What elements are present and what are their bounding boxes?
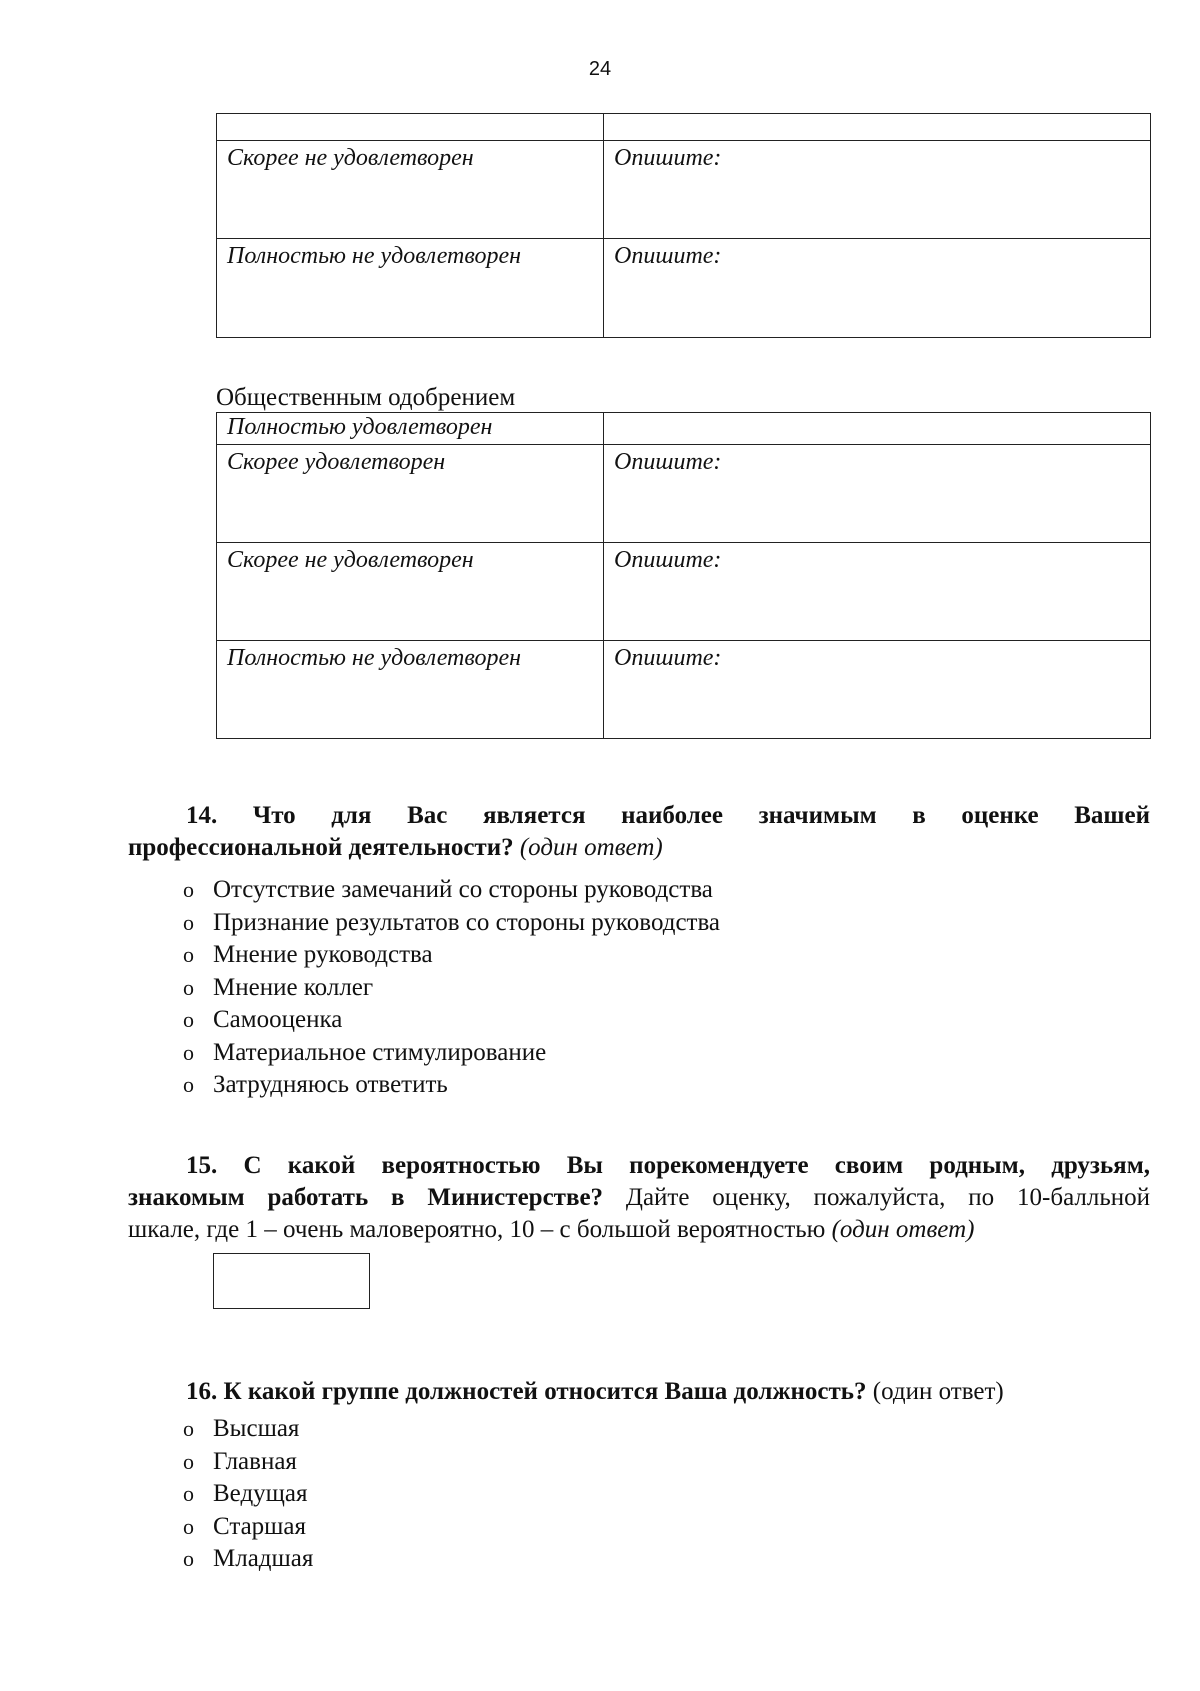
rating-cell: Полностью не удовлетворен	[217, 239, 604, 338]
radio-bullet-icon[interactable]: o	[183, 1072, 194, 1097]
page-number: 24	[588, 58, 612, 80]
option-label: Главная	[213, 1447, 297, 1475]
option-item[interactable]	[183, 1004, 720, 1037]
option-label: Младшая	[213, 1545, 314, 1572]
rating-cell: Скорее удовлетворен	[217, 445, 604, 543]
option-item[interactable]	[183, 1069, 720, 1102]
instruction-text: Дайте оценку, пожалуйста, по 10-балльной	[625, 1184, 1150, 1211]
table-row	[217, 445, 1151, 543]
option-label: Высшая	[213, 1415, 300, 1442]
question-text: профессиональной деятельности?	[128, 834, 514, 861]
radio-bullet-icon[interactable]: o	[183, 877, 194, 902]
radio-bullet-icon[interactable]: o	[183, 1007, 194, 1032]
option-label: Ведущая	[213, 1480, 308, 1507]
option-item[interactable]	[183, 972, 720, 1005]
option-label: Отсутствие замечаний со стороны руководства	[213, 876, 713, 903]
rating-cell: Полностью не удовлетворен	[217, 641, 604, 739]
table-row	[217, 543, 1151, 641]
score-input-box[interactable]	[213, 1253, 370, 1309]
question-text: знакомым работать в Министерстве?	[128, 1184, 604, 1211]
table-row	[217, 239, 1151, 338]
describe-cell[interactable]: Опишите:	[604, 445, 1151, 543]
question-16-options	[183, 1413, 313, 1576]
option-item[interactable]	[183, 1478, 313, 1511]
question-14-options	[183, 874, 720, 1102]
radio-bullet-icon[interactable]: o	[183, 1416, 194, 1441]
answer-note: (один ответ)	[872, 1378, 1004, 1405]
question-14	[128, 800, 1150, 864]
option-label: Признание результатов со стороны руководства	[213, 908, 721, 936]
option-label: Самооценка	[213, 1006, 343, 1033]
radio-bullet-icon[interactable]: o	[183, 1546, 194, 1571]
radio-bullet-icon[interactable]: o	[183, 1481, 194, 1506]
table-row	[217, 114, 1151, 141]
satisfaction-table-1	[216, 113, 1151, 338]
option-label: Старшая	[213, 1512, 307, 1540]
radio-bullet-icon[interactable]: o	[183, 942, 194, 967]
describe-cell[interactable]: Опишите:	[604, 239, 1151, 338]
option-item[interactable]	[183, 1446, 313, 1479]
radio-bullet-icon[interactable]: o	[183, 1039, 194, 1065]
describe-cell[interactable]	[604, 114, 1151, 141]
instruction-text: шкале, где 1 – очень маловероятно, 10 – с большой вероятностью	[128, 1216, 826, 1243]
describe-cell[interactable]	[604, 413, 1151, 445]
question-15	[128, 1150, 1150, 1246]
option-item[interactable]	[183, 874, 720, 907]
describe-cell[interactable]: Опишите:	[604, 543, 1151, 641]
describe-cell[interactable]: Опишите:	[604, 141, 1151, 239]
question-16	[128, 1376, 1150, 1408]
option-item[interactable]	[183, 1413, 313, 1446]
table-row	[217, 641, 1151, 739]
option-label: Мнение коллег	[213, 973, 374, 1001]
option-item[interactable]	[183, 1037, 720, 1070]
radio-bullet-icon[interactable]: o	[183, 1513, 194, 1539]
question-text: 16. К какой группе должностей относится Ваша должность?	[186, 1378, 867, 1405]
rating-cell	[217, 114, 604, 141]
option-item[interactable]	[183, 939, 720, 972]
answer-note: (один ответ)	[831, 1216, 975, 1243]
rating-cell: Полностью удовлетворен	[217, 413, 604, 445]
rating-cell: Скорее не удовлетворен	[217, 543, 604, 641]
radio-bullet-icon[interactable]: o	[183, 909, 194, 935]
option-item[interactable]	[183, 907, 720, 940]
section-title: Общественным одобрением	[216, 384, 516, 411]
answer-note: (один ответ)	[519, 834, 663, 861]
rating-cell: Скорее не удовлетворен	[217, 141, 604, 239]
question-text: 15. С какой вероятностью Вы порекомендуете своим родным, друзьям,	[186, 1152, 1150, 1179]
option-label: Материальное стимулирование	[213, 1038, 547, 1066]
option-item[interactable]	[183, 1543, 313, 1576]
table-row	[217, 141, 1151, 239]
radio-bullet-icon[interactable]: o	[183, 1448, 194, 1474]
option-label: Затрудняюсь ответить	[213, 1071, 448, 1098]
describe-cell[interactable]: Опишите:	[604, 641, 1151, 739]
radio-bullet-icon[interactable]: o	[183, 974, 194, 1000]
satisfaction-table-2	[216, 412, 1151, 739]
option-item[interactable]	[183, 1511, 313, 1544]
table-row	[217, 413, 1151, 445]
option-label: Мнение руководства	[213, 941, 433, 968]
question-text: 14. Что для Вас является наиболее значимым в оценке Вашей	[186, 802, 1150, 829]
